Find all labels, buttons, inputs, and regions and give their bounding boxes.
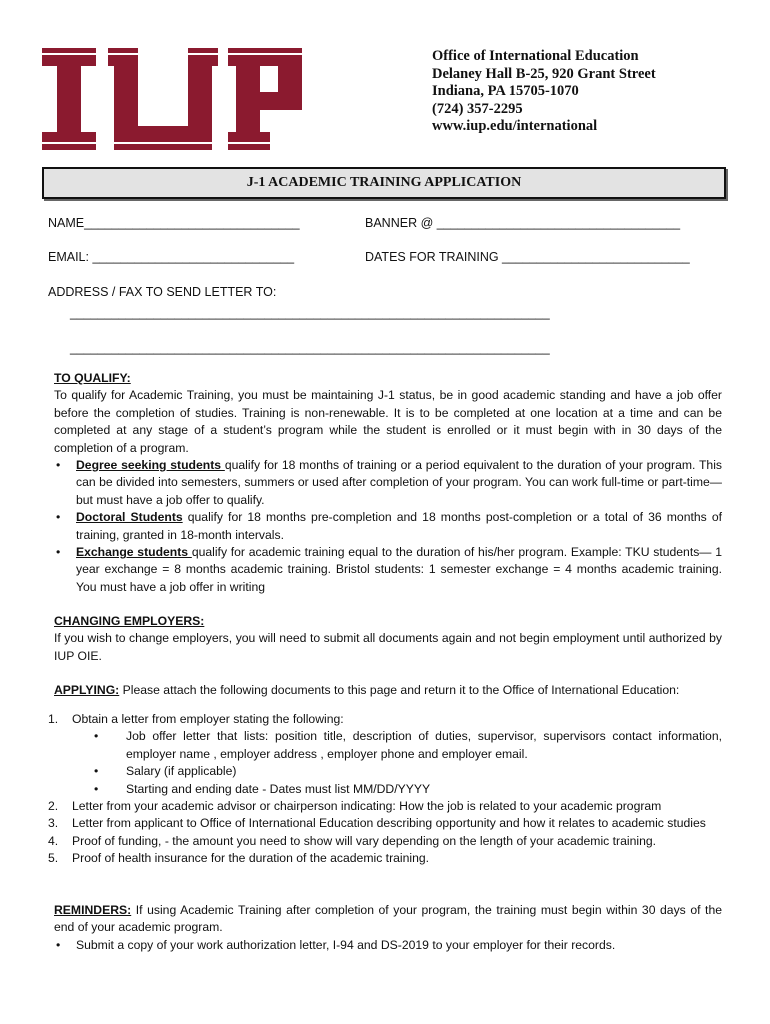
applying-text: Please attach the following documents to this page and return it to the Office of International Education: bbox=[119, 683, 680, 697]
office-address bbox=[432, 48, 656, 136]
bullet-text: qualify for 18 months of training or a period equivalent to the duration of your program. This can be divided into semesters, summers or used after completion of your program. You can work full-time or part-time—but must have a job offer to qualify. bbox=[76, 458, 722, 507]
form-title: J-1 ACADEMIC TRAINING APPLICATION bbox=[246, 175, 522, 190]
bullet-label: Degree seeking students bbox=[76, 458, 225, 473]
address-line-2[interactable]: _____________________________________________________________________ bbox=[70, 341, 550, 355]
form-title-bar bbox=[42, 167, 726, 199]
address-label: ADDRESS / FAX TO SEND LETTER TO: bbox=[48, 285, 277, 299]
list-text: Letter from your academic advisor or chairperson indicating: How the job is related to your academic program bbox=[72, 799, 662, 814]
office-line: Indiana, PA 15705-1070 bbox=[432, 83, 579, 99]
sub-list-item: • Job offer letter that lists: position title, description of duties, supervisor, supervisors contact information, employer name , employer address , employer phone and employer email. bbox=[54, 728, 722, 763]
bullet-text: qualify for academic training equal to the duration of his/her program. Example: TKU students— 1 year exchange = 8 months academic training. Bristol students: 1 semester exchange = 4 months academic training. You must have a job offer in writing bbox=[76, 545, 722, 594]
bullet-label: Exchange students bbox=[76, 545, 192, 560]
list-number: 5. bbox=[48, 851, 59, 866]
changing-section bbox=[54, 613, 722, 665]
bullet-label: Doctoral Students bbox=[76, 510, 183, 525]
office-line: Delaney Hall B-25, 920 Grant Street bbox=[432, 65, 656, 82]
bullet-text: qualify for 18 months pre-completion and 18 months post-completion or a total of 36 months of training, granted in 18-month intervals. bbox=[76, 510, 722, 542]
name-field[interactable]: NAME_______________________________ bbox=[48, 216, 300, 230]
list-number: 2. bbox=[48, 799, 59, 814]
list-number: 3. bbox=[48, 816, 59, 831]
changing-heading: CHANGING EMPLOYERS: bbox=[54, 614, 205, 628]
qualify-text: To qualify for Academic Training, you must be maintaining J-1 status, be in good academic standing and have a job offer before the completion of studies. Training is non-renewable. It is to be completed at one location at a time and can be completed at any stage of a student’s program while the student is enrolled or it must begin with in 30 days of the completion of a program. bbox=[54, 388, 722, 455]
office-line: www.iup.edu/international bbox=[432, 118, 598, 134]
list-item bbox=[48, 798, 722, 815]
list-item bbox=[48, 850, 722, 867]
dates-field[interactable]: DATES FOR TRAINING ___________________________ bbox=[365, 250, 690, 264]
reminders-bullet: • Submit a copy of your work authorization letter, I-94 and DS-2019 to your employer for their records. bbox=[54, 937, 722, 954]
banner-field[interactable]: BANNER @ ___________________________________ bbox=[365, 216, 681, 230]
list-number: 1. bbox=[48, 712, 59, 726]
qualify-heading: TO QUALIFY: bbox=[54, 371, 131, 385]
list-item bbox=[48, 815, 722, 832]
list-item bbox=[48, 711, 722, 728]
applying-section bbox=[54, 682, 722, 699]
qualify-section bbox=[54, 370, 722, 596]
qualify-bullet bbox=[54, 457, 722, 509]
list-number: 4. bbox=[48, 833, 59, 848]
office-line: Office of International Education bbox=[432, 48, 639, 64]
office-line: (724) 357-2295 bbox=[432, 100, 523, 117]
list-item bbox=[48, 833, 722, 850]
list-text: Obtain a letter from employer stating the following: bbox=[72, 712, 344, 726]
qualify-bullet bbox=[54, 509, 722, 544]
qualify-bullet bbox=[54, 544, 722, 596]
sub-list-item: • Starting and ending date - Dates must list MM/DD/YYYY bbox=[54, 781, 722, 798]
list-text: Letter from applicant to Office of International Education describing opportunity and how it relates to academic studies bbox=[72, 816, 706, 831]
applying-heading: APPLYING: bbox=[54, 683, 120, 697]
email-field[interactable]: EMAIL: _____________________________ bbox=[48, 250, 295, 264]
list-text: Proof of health insurance for the duration of the academic training. bbox=[72, 851, 430, 866]
reminders-section bbox=[54, 902, 722, 954]
list-text: Proof of funding, - the amount you need to show will vary depending on the length of your academic training. bbox=[72, 833, 657, 848]
reminders-text: If using Academic Training after completion of your program, the training must begin within 30 days of the end of your academic program. bbox=[54, 903, 722, 935]
applying-list bbox=[48, 711, 722, 868]
reminders-heading: REMINDERS: bbox=[54, 903, 132, 917]
iup-logo bbox=[42, 42, 308, 156]
address-line-1[interactable]: _____________________________________________________________________ bbox=[70, 306, 550, 320]
changing-text: If you wish to change employers, you will need to submit all documents again and not begin employment until authorized by IUP OIE. bbox=[54, 631, 722, 663]
sub-list-item: • Salary (if applicable) bbox=[54, 763, 722, 780]
